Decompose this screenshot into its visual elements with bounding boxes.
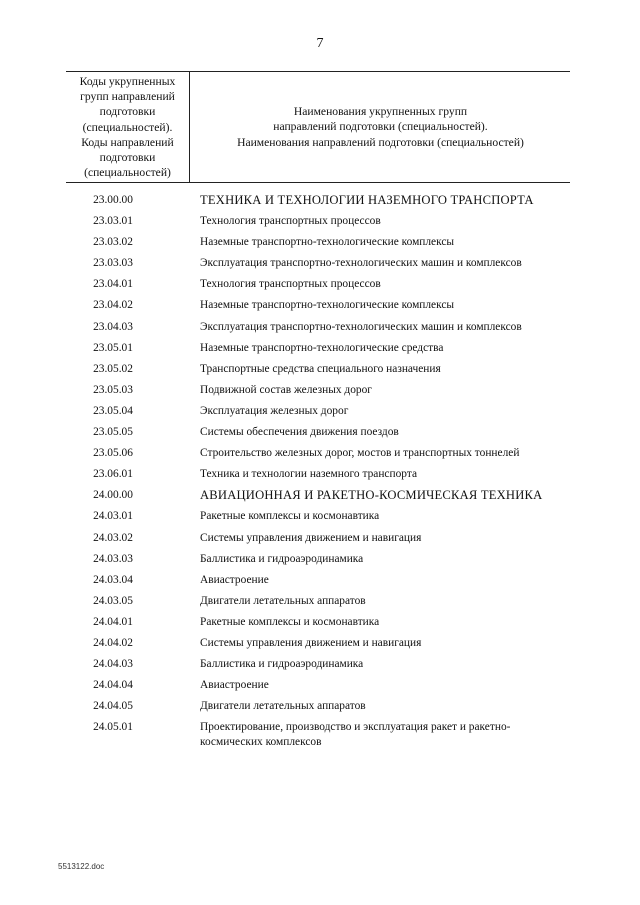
row-name: Подвижной состав железных дорог	[200, 383, 372, 396]
row-name: Ракетные комплексы и космонавтика	[200, 510, 380, 523]
header-codes-line: подготовки	[99, 151, 156, 165]
row-code: 24.05.01	[93, 721, 133, 734]
row-code: 24.04.04	[93, 679, 133, 692]
row-name: Наземные транспортно-технологические средства	[200, 341, 444, 354]
table-row	[0, 446, 640, 460]
table-row	[0, 256, 640, 270]
table-row	[0, 531, 640, 545]
row-code: 24.03.05	[93, 594, 133, 607]
page-number: 7	[316, 36, 324, 51]
table-row	[0, 678, 640, 692]
table-row	[0, 320, 640, 334]
row-code: 23.04.03	[93, 320, 133, 333]
row-name: Техника и технологии наземного транспорта	[200, 468, 417, 481]
row-name: Авиастроение	[200, 573, 269, 586]
row-name: Технология транспортных процессов	[200, 278, 381, 291]
header-codes-line: (специальностей)	[84, 166, 171, 180]
table-row	[0, 636, 640, 650]
header-codes-line: групп направлений	[80, 90, 175, 104]
table-row	[0, 277, 640, 291]
row-name: Авиастроение	[200, 679, 269, 692]
row-code: 23.04.02	[93, 299, 133, 312]
document-id: 5513122.doc	[58, 862, 105, 871]
table-row	[0, 552, 640, 566]
table-row	[0, 720, 640, 748]
row-code: 23.03.02	[93, 236, 133, 249]
table-row	[0, 467, 640, 481]
table-row	[0, 594, 640, 608]
row-name: Системы обеспечения движения поездов	[200, 426, 399, 439]
header-names-column	[191, 72, 570, 182]
row-name: ТЕХНИКА И ТЕХНОЛОГИИ НАЗЕМНОГО ТРАНСПОРТА	[200, 193, 534, 207]
row-code: 24.04.02	[93, 636, 133, 649]
row-code: 23.05.05	[93, 426, 133, 439]
table-body	[0, 193, 640, 756]
row-name: Наземные транспортно-технологические комплексы	[200, 236, 455, 249]
table-header	[66, 71, 570, 183]
header-names-line: направлений подготовки (специальностей).	[273, 120, 488, 134]
row-name: Двигатели летательных аппаратов	[200, 594, 366, 607]
row-name: Строительство железных дорог, мостов и транспортных тоннелей	[200, 447, 520, 460]
table-row-group	[0, 488, 640, 502]
header-codes-line: Коды укрупненных	[79, 75, 176, 88]
header-codes-line: Коды направлений	[81, 135, 174, 149]
row-code: 23.03.03	[93, 257, 133, 270]
table-row	[0, 404, 640, 418]
table-row	[0, 362, 640, 376]
row-code: 24.03.01	[93, 510, 133, 523]
row-name: Баллистика и гидроаэродинамика	[200, 552, 364, 565]
row-name: Эксплуатация железных дорог	[200, 404, 349, 417]
row-code: 24.04.03	[93, 658, 133, 671]
table-row	[0, 615, 640, 629]
row-code: 23.04.01	[93, 278, 133, 291]
table-row	[0, 425, 640, 439]
table-row	[0, 699, 640, 713]
table-row	[0, 214, 640, 228]
header-codes-line: (специальностей).	[82, 120, 173, 134]
row-name: АВИАЦИОННАЯ И РАКЕТНО-КОСМИЧЕСКАЯ ТЕХНИКА	[200, 488, 543, 503]
row-code: 23.03.01	[93, 215, 133, 228]
row-code: 23.05.06	[93, 447, 133, 460]
row-code: 24.03.03	[93, 552, 133, 565]
row-code: 24.00.00	[93, 489, 133, 502]
header-names-line: Наименования направлений подготовки (специальностей)	[237, 135, 524, 149]
row-code: 23.00.00	[93, 194, 133, 206]
row-code: 23.05.01	[93, 341, 133, 354]
row-code: 23.06.01	[93, 468, 133, 481]
row-name: Проектирование, производство и эксплуатация ракет и ракетно-космических комплексов	[200, 721, 511, 748]
header-codes-line: подготовки	[99, 105, 156, 119]
row-code: 23.05.04	[93, 404, 133, 417]
table-row	[0, 509, 640, 523]
table-row	[0, 657, 640, 671]
row-code: 23.05.02	[93, 362, 133, 375]
header-codes-column	[66, 72, 190, 182]
row-name: Ракетные комплексы и космонавтика	[200, 615, 380, 628]
row-code: 23.05.03	[93, 383, 133, 396]
table-row	[0, 383, 640, 397]
row-name: Наземные транспортно-технологические комплексы	[200, 299, 455, 312]
row-name: Двигатели летательных аппаратов	[200, 700, 366, 713]
row-name: Системы управления движением и навигация	[200, 636, 422, 649]
row-code: 24.04.01	[93, 615, 133, 628]
row-code: 24.03.04	[93, 573, 133, 586]
table-row	[0, 341, 640, 355]
row-code: 24.04.05	[93, 700, 133, 713]
row-name: Эксплуатация транспортно-технологических машин и комплексов	[200, 257, 522, 270]
table-row	[0, 573, 640, 587]
row-name: Транспортные средства специального назначения	[200, 362, 441, 375]
row-name: Системы управления движением и навигация	[200, 531, 422, 544]
table-row	[0, 298, 640, 312]
row-name: Баллистика и гидроаэродинамика	[200, 658, 364, 671]
header-names-line: Наименования укрупненных групп	[293, 104, 468, 118]
row-name: Технология транспортных процессов	[200, 215, 381, 228]
row-code: 24.03.02	[93, 531, 133, 544]
row-name: Эксплуатация транспортно-технологических машин и комплексов	[200, 320, 522, 333]
table-row-group	[0, 193, 640, 207]
table-row	[0, 235, 640, 249]
